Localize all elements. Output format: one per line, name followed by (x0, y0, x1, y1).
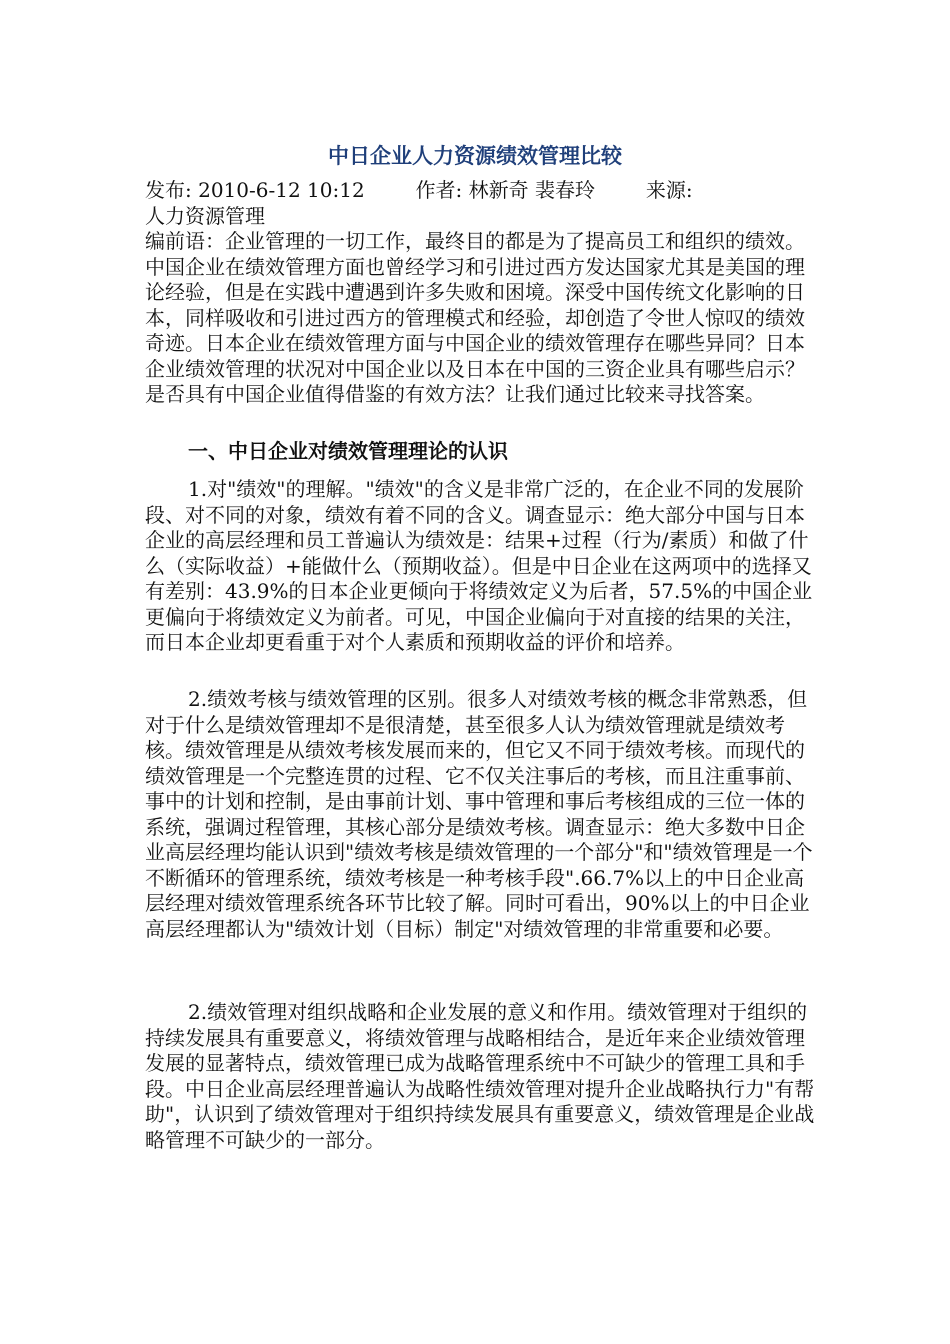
meta-source-name: 人力资源管理 (145, 203, 265, 228)
editor-intro: 编前语：企业管理的一切工作，最终目的都是为了提高员工和组织的绩效。中国企业在绩效管理方面也曾经学习和引进过西方发达国家尤其是美国的理论经验，但是在实践中遭遇到许多失败和困境。深受中国传统文化影响的日本，同样吸收和引进过西方的管理模式和经验，却创造了令世人惊叹的绩效奇迹。日本企业在绩效管理方面与中国企业的绩效管理存在哪些异同？日本企业绩效管理的状况对中国企业以及日本在中国的三资企业具有哪些启示？是否具有中国企业值得借鉴的有效方法？让我们通过比较来寻找答案。 (145, 229, 805, 406)
article-title: 中日企业人力资源绩效管理比较 (328, 144, 622, 168)
paragraph-appraisal-vs-management: 2.绩效考核与绩效管理的区别。很多人对绩效考核的概念非常熟悉，但对于什么是绩效管理却不是很清楚，甚至很多人认为绩效管理就是绩效考核。绩效管理是从绩效考核发展而来的，但它又不同于绩效考核。而现代的绩效管理是一个完整连贯的过程、它不仅关注事后的考核，而且注重事前、事中的计划和控制，是由事前计划、事中管理和事后考核组成的三位一体的系统，强调过程管理，其核心部分是绩效考核。调查显示：绝大多数中日企业高层经理均能认识到"绩效考核是绩效管理的一个部分"和"绩效管理是一个不断循环的管理系统，绩效考核是一种考核手段".66.7%以上的中日企业高层经理对绩效管理系统各环节比较了解。同时可看出，90%以上的中日企业高层经理都认为"绩效计划（目标）制定"对绩效管理的非常重要和必要。 (145, 687, 813, 941)
paragraph-performance-meaning: 1.对"绩效"的理解。"绩效"的含义是非常广泛的，在企业不同的发展阶段、对不同的对象，绩效有着不同的含义。调查显示：绝大部分中国与日本企业的高层经理和员工普遍认为绩效是：结果+过程（行为/素质）和做了什么（实际收益）+能做什么（预期收益）。但是中日企业在这两项中的选择又有差别：43.9%的日本企业更倾向于将绩效定义为后者，57.5%的中国企业更偏向于将绩效定义为前者。可见，中国企业偏向于对直接的结果的关注，而日本企业却更看重于对个人素质和预期收益的评价和培养。 (145, 477, 813, 654)
section-heading: 一、中日企业对绩效管理理论的认识 (188, 439, 508, 463)
paragraph-strategic-significance: 2.绩效管理对组织战略和企业发展的意义和作用。绩效管理对于组织的持续发展具有重要意义，将绩效管理与战略相结合，是近年来企业绩效管理发展的显著特点，绩效管理已成为战略管理系统中不可缺少的管理工具和手段。中日企业高层经理普遍认为战略性绩效管理对提升企业战略执行力"有帮助"，认识到了绩效管理对于组织持续发展具有重要意义，绩效管理是企业战略管理不可缺少的一部分。 (145, 1000, 815, 1152)
article-meta (145, 178, 815, 229)
meta-publish-author-source: 发布: 2010-6-12 10:12 作者: 林新奇 裴春玲 来源: (145, 178, 693, 202)
